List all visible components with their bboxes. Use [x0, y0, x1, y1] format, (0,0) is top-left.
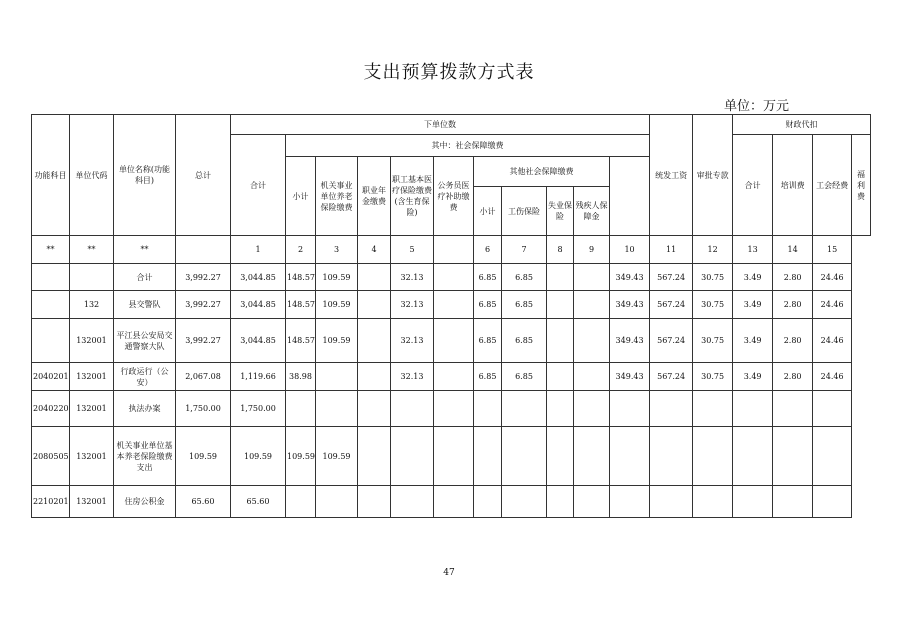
col-9-cell — [574, 427, 610, 486]
header-func-code: 功能科目 — [32, 115, 70, 236]
col-12-cell: 30.75 — [693, 319, 733, 363]
col-1-cell: 65.60 — [231, 486, 286, 518]
header-training: 培训费 — [773, 135, 813, 236]
col-10-cell: 349.43 — [610, 363, 650, 391]
col-15-cell: 24.46 — [813, 319, 852, 363]
header-union: 工会经费 — [813, 135, 852, 236]
civil-medical-cell — [434, 319, 474, 363]
col-2-cell: 109.59 — [286, 427, 316, 486]
col-12-cell — [693, 391, 733, 427]
col-2-cell: 38.98 — [286, 363, 316, 391]
unit-name-cell: 合计 — [114, 264, 176, 291]
index-cell — [176, 236, 231, 264]
col-8-cell — [547, 319, 574, 363]
col-15-cell: 24.46 — [813, 291, 852, 319]
col-5-cell — [391, 486, 434, 518]
col-15-cell: 24.46 — [813, 264, 852, 291]
col-7-cell — [502, 486, 547, 518]
col-4-cell — [358, 363, 391, 391]
index-row — [32, 236, 871, 264]
col-11-cell: 567.24 — [650, 291, 693, 319]
col-11-cell — [650, 391, 693, 427]
unit-code-cell: 132001 — [70, 319, 114, 363]
total-cell: 109.59 — [176, 427, 231, 486]
col-1-cell: 3,044.85 — [231, 319, 286, 363]
unit-code-cell: 132 — [70, 291, 114, 319]
header-unified-wage: 统发工资 — [650, 115, 693, 236]
index-cell: 3 — [316, 236, 358, 264]
col-14-cell: 2.80 — [773, 319, 813, 363]
index-cell: ** — [70, 236, 114, 264]
unit-name-cell: 机关事业单位基本养老保险缴费支出 — [114, 427, 176, 486]
col-10-cell — [610, 486, 650, 518]
header-injury: 工伤保险 — [502, 187, 547, 236]
col-13-cell: 3.49 — [733, 291, 773, 319]
col-1-cell: 109.59 — [231, 427, 286, 486]
table-row — [32, 391, 871, 427]
header-hejie: 合计 — [231, 135, 286, 236]
total-cell: 65.60 — [176, 486, 231, 518]
total-cell: 2,067.08 — [176, 363, 231, 391]
col-9-cell — [574, 264, 610, 291]
func-code-cell: 2080505 — [32, 427, 70, 486]
col-14-cell — [773, 427, 813, 486]
col-10-cell — [610, 427, 650, 486]
table-row — [32, 486, 871, 518]
col-9-cell — [574, 291, 610, 319]
col-3-cell: 109.59 — [316, 264, 358, 291]
index-cell: 6 — [474, 236, 502, 264]
col-3-cell — [316, 363, 358, 391]
col-7-cell — [502, 391, 547, 427]
header-welfare: 福利费 — [852, 135, 871, 236]
header-pension: 机关事业单位养老保险缴费 — [316, 157, 358, 236]
func-code-cell — [32, 264, 70, 291]
index-cell — [434, 236, 474, 264]
col-5-cell — [391, 391, 434, 427]
unit-name-cell: 县交警队 — [114, 291, 176, 319]
index-cell: 2 — [286, 236, 316, 264]
col-13-cell — [733, 486, 773, 518]
col-5-cell: 32.13 — [391, 291, 434, 319]
header-other-subtotal: 小计 — [474, 187, 502, 236]
header-total: 总计 — [176, 115, 231, 236]
table-row — [32, 427, 871, 486]
col-14-cell: 2.80 — [773, 264, 813, 291]
col-8-cell — [547, 264, 574, 291]
civil-medical-cell — [434, 391, 474, 427]
col-13-cell — [733, 427, 773, 486]
index-cell: 7 — [502, 236, 547, 264]
col-15-cell: 24.46 — [813, 363, 852, 391]
index-cell: ** — [32, 236, 70, 264]
total-cell: 3,992.27 — [176, 291, 231, 319]
col-9-cell — [574, 391, 610, 427]
unit-code-cell: 132001 — [70, 363, 114, 391]
index-cell: 8 — [547, 236, 574, 264]
col-2-cell — [286, 391, 316, 427]
col-12-cell — [693, 486, 733, 518]
col-10-cell: 349.43 — [610, 319, 650, 363]
unit-name-cell: 执法办案 — [114, 391, 176, 427]
col-2-cell: 148.57 — [286, 291, 316, 319]
total-cell: 3,992.27 — [176, 264, 231, 291]
func-code-cell: 2040220 — [32, 391, 70, 427]
col-6-cell: 6.85 — [474, 264, 502, 291]
col-8-cell — [547, 391, 574, 427]
col-5-cell: 32.13 — [391, 319, 434, 363]
col-2-cell: 148.57 — [286, 319, 316, 363]
func-code-cell — [32, 291, 70, 319]
col-13-cell — [733, 391, 773, 427]
header-unit-name: 单位名称(功能科目) — [114, 115, 176, 236]
budget-table — [31, 114, 871, 518]
func-code-cell: 2210201 — [32, 486, 70, 518]
col-3-cell: 109.59 — [316, 319, 358, 363]
unit-code-cell — [70, 264, 114, 291]
header-finance-deduct: 财政代扣 — [733, 115, 871, 135]
col-7-cell: 6.85 — [502, 291, 547, 319]
unit-name-cell: 行政运行（公安） — [114, 363, 176, 391]
col-15-cell — [813, 391, 852, 427]
col-12-cell: 30.75 — [693, 264, 733, 291]
unit-label: 单位：万元 — [724, 99, 790, 114]
col-10-cell — [610, 391, 650, 427]
col-13-cell: 3.49 — [733, 363, 773, 391]
col-14-cell: 2.80 — [773, 363, 813, 391]
header-of-which-social: 其中：社会保障缴费 — [286, 135, 650, 157]
func-code-cell — [32, 319, 70, 363]
index-cell: 4 — [358, 236, 391, 264]
index-cell: 15 — [813, 236, 852, 264]
table-row — [32, 363, 871, 391]
header-medical: 职工基本医疗保险缴费(含生育保险) — [391, 157, 434, 236]
col-8-cell — [547, 427, 574, 486]
civil-medical-cell — [434, 264, 474, 291]
col-5-cell: 32.13 — [391, 264, 434, 291]
unit-code-cell: 132001 — [70, 391, 114, 427]
civil-medical-cell — [434, 427, 474, 486]
col-1-cell: 1,119.66 — [231, 363, 286, 391]
col-14-cell — [773, 391, 813, 427]
col-8-cell — [547, 363, 574, 391]
col-3-cell — [316, 391, 358, 427]
col-14-cell: 2.80 — [773, 291, 813, 319]
header-occupational: 职业年金缴费 — [358, 157, 391, 236]
col-12-cell: 30.75 — [693, 363, 733, 391]
col-1-cell: 1,750.00 — [231, 391, 286, 427]
col-7-cell: 6.85 — [502, 363, 547, 391]
unit-name-cell: 住房公积金 — [114, 486, 176, 518]
col-7-cell: 6.85 — [502, 264, 547, 291]
header-civil-medical: 公务员医疗补助缴费 — [434, 157, 474, 236]
col-6-cell: 6.85 — [474, 363, 502, 391]
civil-medical-cell — [434, 486, 474, 518]
total-cell: 3,992.27 — [176, 319, 231, 363]
col-6-cell: 6.85 — [474, 319, 502, 363]
index-cell: 12 — [693, 236, 733, 264]
col-14-cell — [773, 486, 813, 518]
index-cell: 14 — [773, 236, 813, 264]
col-11-cell — [650, 427, 693, 486]
civil-medical-cell — [434, 291, 474, 319]
index-cell: 13 — [733, 236, 773, 264]
index-cell: 1 — [231, 236, 286, 264]
col-6-cell — [474, 391, 502, 427]
col-5-cell — [391, 427, 434, 486]
page-title: 支出预算拨款方式表 — [363, 62, 535, 83]
index-cell: 11 — [650, 236, 693, 264]
col-12-cell — [693, 427, 733, 486]
col-7-cell — [502, 427, 547, 486]
index-cell: 9 — [574, 236, 610, 264]
col-6-cell: 6.85 — [474, 291, 502, 319]
page-number: 47 — [443, 568, 455, 578]
col-11-cell: 567.24 — [650, 319, 693, 363]
col-11-cell: 567.24 — [650, 363, 693, 391]
col-1-cell: 3,044.85 — [231, 291, 286, 319]
col-13-cell: 3.49 — [733, 264, 773, 291]
col-1-cell: 3,044.85 — [231, 264, 286, 291]
col-4-cell — [358, 291, 391, 319]
table-row — [32, 264, 871, 291]
table-row — [32, 319, 871, 363]
col-4-cell — [358, 427, 391, 486]
header-social-subtotal: 小计 — [286, 157, 316, 236]
col-15-cell — [813, 427, 852, 486]
col-3-cell — [316, 486, 358, 518]
col-15-cell — [813, 486, 852, 518]
col-10-cell: 349.43 — [610, 291, 650, 319]
header-lower-units: 下单位数 — [231, 115, 650, 135]
col-4-cell — [358, 391, 391, 427]
index-cell: 10 — [610, 236, 650, 264]
col-11-cell: 567.24 — [650, 264, 693, 291]
col-3-cell: 109.59 — [316, 291, 358, 319]
header-disability: 残疾人保障金 — [574, 187, 610, 236]
col-2-cell: 148.57 — [286, 264, 316, 291]
civil-medical-cell — [434, 363, 474, 391]
col-4-cell — [358, 319, 391, 363]
header-unit-code: 单位代码 — [70, 115, 114, 236]
col-9-cell — [574, 319, 610, 363]
col-2-cell — [286, 486, 316, 518]
col-10-cell: 349.43 — [610, 264, 650, 291]
col-13-cell: 3.49 — [733, 319, 773, 363]
col-8-cell — [547, 486, 574, 518]
func-code-cell: 2040201 — [32, 363, 70, 391]
header-fd-total: 合计 — [733, 135, 773, 236]
col-9-cell — [574, 486, 610, 518]
table-row — [32, 291, 871, 319]
col-6-cell — [474, 486, 502, 518]
unit-code-cell: 132001 — [70, 427, 114, 486]
col-8-cell — [547, 291, 574, 319]
header-approval: 审批专款 — [693, 115, 733, 236]
total-cell: 1,750.00 — [176, 391, 231, 427]
col-5-cell: 32.13 — [391, 363, 434, 391]
col-3-cell: 109.59 — [316, 427, 358, 486]
unit-name-cell: 平江县公安局交通警察大队 — [114, 319, 176, 363]
col-11-cell — [650, 486, 693, 518]
col-12-cell: 30.75 — [693, 291, 733, 319]
col-9-cell — [574, 363, 610, 391]
col-4-cell — [358, 264, 391, 291]
index-cell: ** — [114, 236, 176, 264]
header-unemployment: 失业保险 — [547, 187, 574, 236]
col-6-cell — [474, 427, 502, 486]
header-other-social: 其他社会保障缴费 — [474, 157, 610, 187]
col-7-cell: 6.85 — [502, 319, 547, 363]
col-4-cell — [358, 486, 391, 518]
unit-code-cell: 132001 — [70, 486, 114, 518]
index-cell: 5 — [391, 236, 434, 264]
